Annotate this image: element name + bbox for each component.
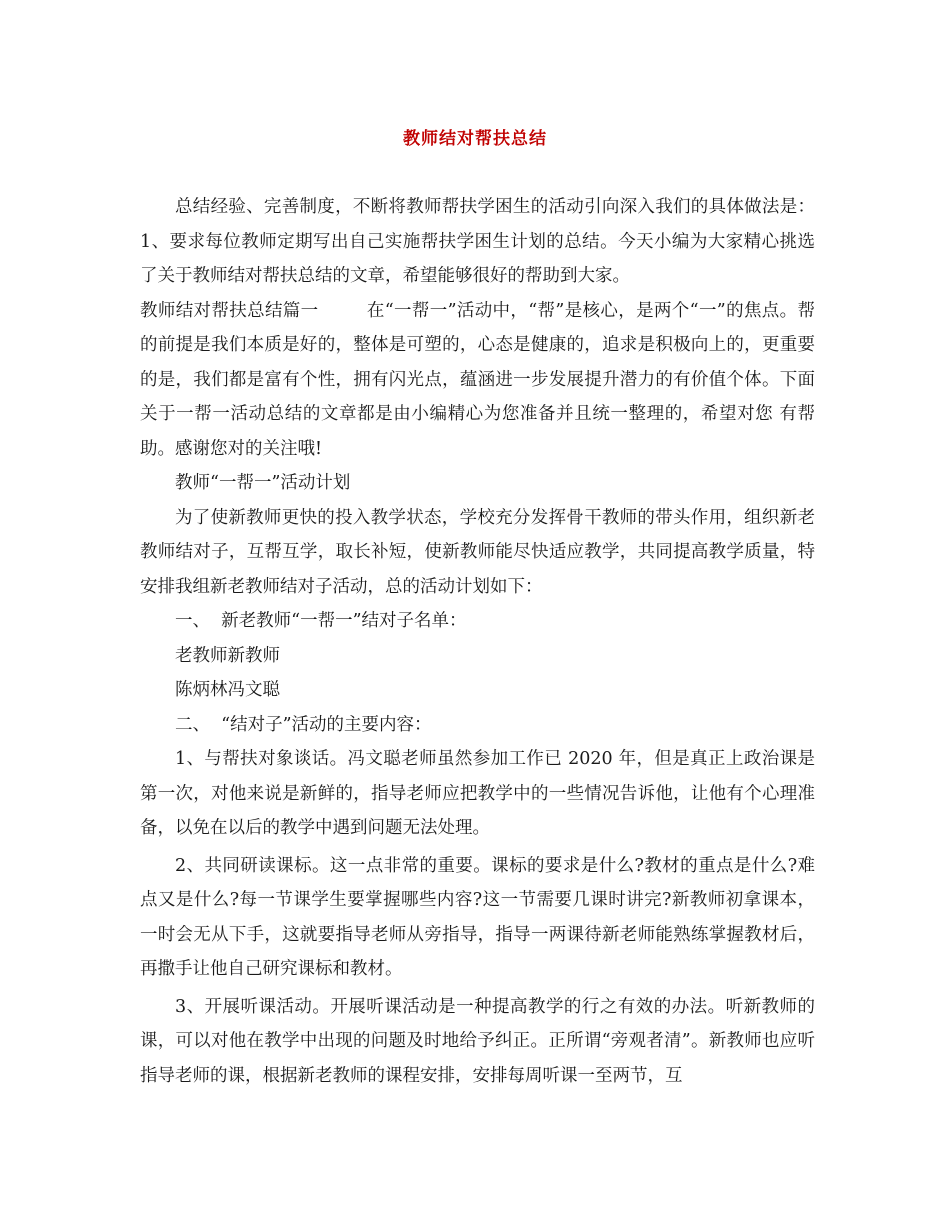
plan-intro-paragraph: 为了使新教师更快的投入教学状态，学校充分发挥骨干教师的带头作用，组织新老教师结对子，互帮互学，取长补短，使新教师能尽快适应教学，共同提高教学质量，特安排我组新老教师结对子活动，总的活动计划如下：	[140, 507, 815, 597]
item1-heading: 一、 新老教师“一帮一”结对子名单：	[175, 611, 467, 631]
document-body	[140, 190, 815, 1093]
section1-body: 在“一帮一”活动中，“帮”是核心，是两个“一”的焦点。帮的前提是我们本质是好的，整体是可塑的，心态是健康的，追求是积极向上的，更重要的是，我们都是富有个性，拥有闪光点，蕴涵进一步发展提升潜力的有价值个体。下面关于一帮一活动总结的文章都是由小编精心为您准备并且统一整理的，希望对您 有帮助。感谢您对的关注哦!	[140, 300, 816, 459]
section1-lead: 教师结对帮扶总结篇一	[140, 300, 319, 321]
content-item-3: 3、开展听课活动。开展听课活动是一种提高教学的行之有效的办法。听新教师的课，可以对他在教学中出现的问题及时地给予纠正。正所谓“旁观者清”。新教师也应听指导老师的课，根据新老教师的课程安排，安排每周听课一至两节，互	[140, 996, 815, 1086]
document-title: 教师结对帮扶总结	[403, 129, 547, 149]
content-item-2: 2、共同研读课标。这一点非常的重要。课标的要求是什么?教材的重点是什么?难点又是什么?每一节课学生要掌握哪些内容?这一节需要几课时讲完?新教师初拿课本，一时会无从下手，这就要指导老师从旁指导，指导一两课待新老师能熟练掌握教材后，再撒手让他自己研究课标和教材。	[140, 855, 815, 979]
intro-paragraph: 总结经验、完善制度，不断将教师帮扶学困生的活动引向深入我们的具体做法是：1、要求每位教师定期写出自己实施帮扶学困生计划的总结。今天小编为大家精心挑选了关于教师结对帮扶总结的文章，希望能够很好的帮助到大家。	[140, 197, 815, 286]
pair-header: 老教师新教师	[175, 645, 280, 666]
content-item-1: 1、与帮扶对象谈话。冯文聪老师虽然参加工作已 2020 年，但是真正上政治课是第一次，对他来说是新鲜的，指导老师应把教学中的一些情况告诉他，让他有个心理准备，以免在以后的教学中遇到问题无法处理。	[140, 749, 815, 838]
section1-paragraph	[140, 294, 815, 467]
plan-heading: 教师“一帮一”活动计划	[175, 473, 351, 493]
pair-names: 陈炳林冯文聪	[175, 680, 280, 700]
item2-heading: 二、 “结对子”活动的主要内容：	[175, 714, 432, 735]
